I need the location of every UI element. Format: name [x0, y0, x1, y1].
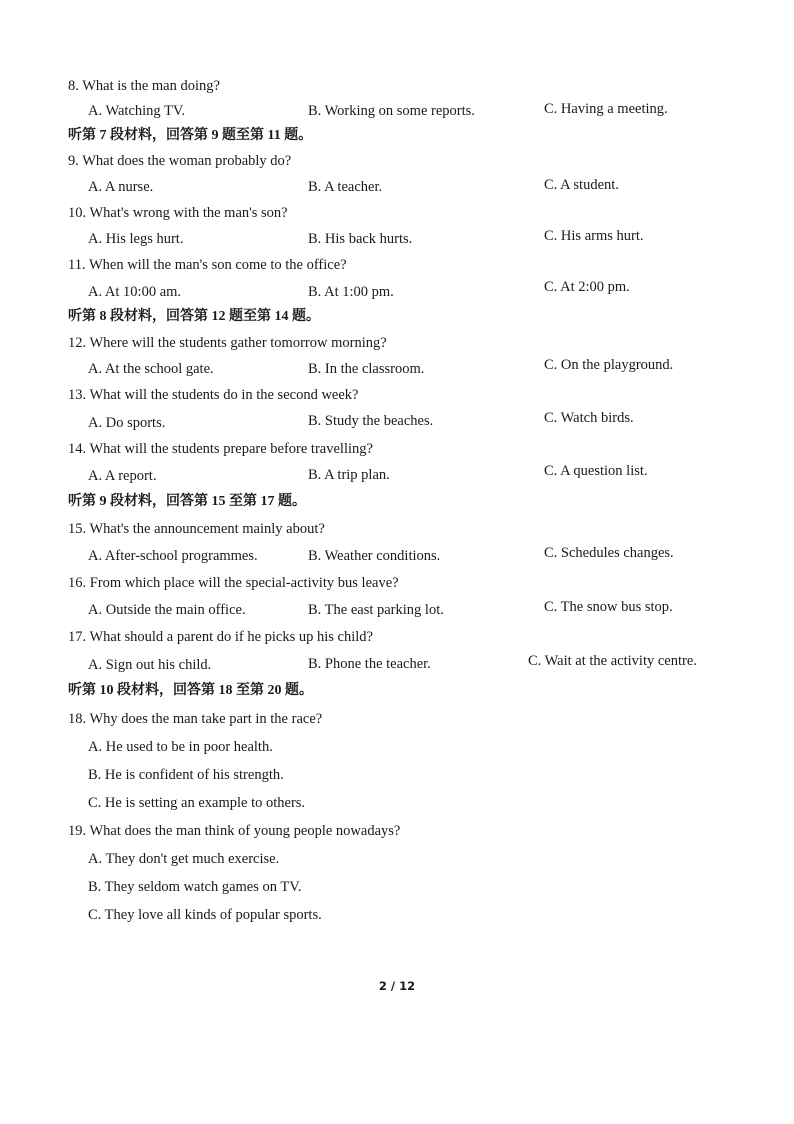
q8-option-b: B. Working on some reports.: [308, 103, 475, 119]
section-heading-10: 听第 10 段材料，回答第 18 至第 20 题。: [68, 683, 313, 698]
section-heading-8: 听第 8 段材料，回答第 12 题至第 14 题。: [68, 309, 320, 324]
q10-option-b: B. His back hurts.: [308, 231, 413, 247]
question-10: 10. What's wrong with the man's son?: [68, 205, 288, 221]
question-18: 18. Why does the man take part in the race?: [68, 711, 323, 727]
question-11: 11. When will the man's son come to the office?: [68, 257, 347, 273]
q13-option-a: A. Do sports.: [88, 415, 166, 431]
question-15: 15. What's the announcement mainly about?: [68, 521, 325, 537]
q10-option-a: A. His legs hurt.: [88, 231, 184, 247]
q19-option-b: B. They seldom watch games on TV.: [88, 879, 302, 895]
q14-option-b: B. A trip plan.: [308, 467, 390, 483]
question-9: 9. What does the woman probably do?: [68, 153, 292, 169]
section-heading-9: 听第 9 段材料，回答第 15 至第 17 题。: [68, 494, 306, 509]
q16-option-a: A. Outside the main office.: [88, 602, 246, 618]
question-8: 8. What is the man doing?: [68, 78, 220, 94]
q10-option-c: C. His arms hurt.: [544, 228, 644, 244]
question-17: 17. What should a parent do if he picks up his child?: [68, 629, 373, 645]
q17-option-c: C. Wait at the activity centre.: [528, 653, 697, 669]
q19-option-a: A. They don't get much exercise.: [88, 851, 280, 867]
q9-option-b: B. A teacher.: [308, 179, 383, 195]
q18-option-c: C. He is setting an example to others.: [88, 795, 306, 811]
q11-option-b: B. At 1:00 pm.: [308, 284, 394, 300]
page-number: 2 / 12: [378, 979, 416, 993]
q18-option-a: A. He used to be in poor health.: [88, 739, 273, 755]
q16-option-b: B. The east parking lot.: [308, 602, 444, 618]
q17-option-b: B. Phone the teacher.: [308, 656, 431, 672]
q12-option-b: B. In the classroom.: [308, 361, 425, 377]
q19-option-c: C. They love all kinds of popular sports.: [88, 907, 322, 923]
question-19: 19. What does the man think of young people nowadays?: [68, 823, 401, 839]
q13-option-b: B. Study the beaches.: [308, 413, 434, 429]
q12-option-c: C. On the playground.: [544, 357, 674, 373]
question-16: 16. From which place will the special-activity bus leave?: [68, 575, 399, 591]
q14-option-a: A. A report.: [88, 468, 157, 484]
q9-option-a: A. A nurse.: [88, 179, 154, 195]
q8-option-c: C. Having a meeting.: [544, 101, 668, 117]
q12-option-a: A. At the school gate.: [88, 361, 214, 377]
question-14: 14. What will the students prepare before travelling?: [68, 441, 373, 457]
q11-option-a: A. At 10:00 am.: [88, 284, 182, 300]
q16-option-c: C. The snow bus stop.: [544, 599, 673, 615]
q8-option-a: A. Watching TV.: [88, 103, 186, 119]
q18-option-b: B. He is confident of his strength.: [88, 767, 284, 783]
q11-option-c: C. At 2:00 pm.: [544, 279, 630, 295]
q17-option-a: A. Sign out his child.: [88, 657, 212, 673]
q9-option-c: C. A student.: [544, 177, 619, 193]
question-13: 13. What will the students do in the second week?: [68, 387, 359, 403]
section-heading-7: 听第 7 段材料，回答第 9 题至第 11 题。: [68, 128, 313, 143]
q13-option-c: C. Watch birds.: [544, 410, 634, 426]
q15-option-a: A. After-school programmes.: [88, 548, 258, 564]
q15-option-c: C. Schedules changes.: [544, 545, 674, 561]
q14-option-c: C. A question list.: [544, 463, 648, 479]
question-12: 12. Where will the students gather tomorrow morning?: [68, 335, 387, 351]
q15-option-b: B. Weather conditions.: [308, 548, 441, 564]
